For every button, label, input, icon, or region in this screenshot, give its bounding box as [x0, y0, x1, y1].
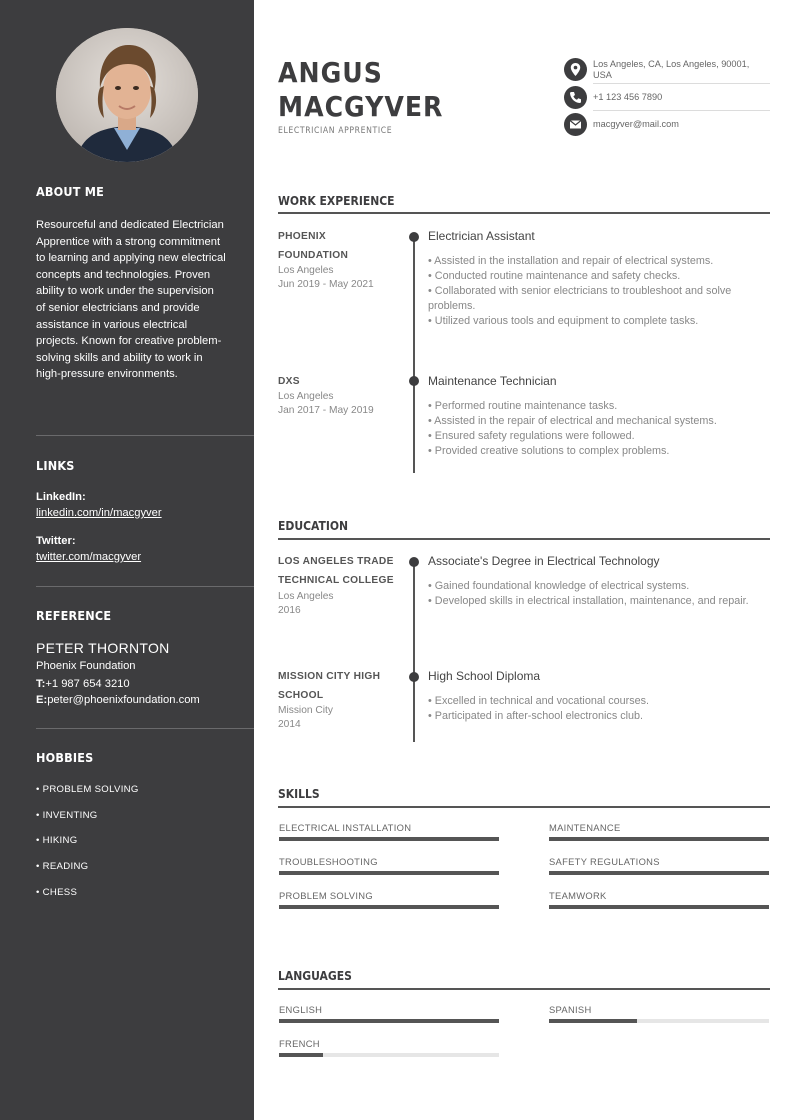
language-bar: [279, 1019, 499, 1023]
timeline-dot: [409, 376, 419, 386]
list-item: • Conducted routine maintenance and safety checks.: [428, 270, 681, 282]
education-dates: 2014: [278, 719, 301, 730]
skill-bar: [279, 837, 499, 841]
skill-bar-fill: [549, 837, 769, 841]
list-item: • Gained foundational knowledge of electrical systems.: [428, 580, 690, 592]
section-rule: [278, 538, 770, 540]
work-bullets: [428, 254, 772, 329]
profile-photo: [56, 28, 198, 162]
contact-address: Los Angeles, CA, Los Angeles, 90001, USA: [593, 59, 750, 80]
list-item: • Participated in after-school electronics club.: [428, 710, 644, 722]
list-item: • Developed skills in electrical installation, maintenance, and repair.: [428, 595, 749, 607]
hobby-item: • INVENTING: [36, 810, 98, 821]
reference-email: [36, 694, 200, 706]
first-name: ANGUS: [278, 56, 383, 89]
language-bar-fill: [549, 1019, 637, 1023]
reference-phone-label: T:: [36, 678, 46, 690]
skill-bar: [549, 905, 769, 909]
skill-bar-fill: [279, 837, 499, 841]
list-item: • Ensured safety regulations were followed.: [428, 430, 635, 442]
reference-name: PETER THORNTON: [36, 640, 170, 656]
work-role: Maintenance Technician: [428, 374, 557, 388]
divider: [36, 728, 254, 729]
hobby-item: • READING: [36, 861, 89, 872]
list-item: • Provided creative solutions to complex problems.: [428, 445, 670, 457]
language-name: ENGLISH: [279, 1004, 323, 1015]
skill-bar-fill: [279, 871, 499, 875]
linkedin-label: LinkedIn:: [36, 491, 86, 503]
timeline-line: [413, 561, 415, 742]
skill-name: TROUBLESHOOTING: [279, 856, 378, 867]
education-bullets: [428, 579, 758, 609]
skill-name: MAINTENANCE: [549, 822, 621, 833]
skill-item: [549, 822, 769, 841]
work-location: Los Angeles: [278, 391, 334, 402]
skill-name: SAFETY REGULATIONS: [549, 856, 660, 867]
work-dates: Jan 2017 - May 2019: [278, 405, 374, 416]
skill-item: [279, 856, 499, 875]
skill-item: [549, 890, 769, 909]
language-item: [279, 1004, 499, 1023]
section-rule: [278, 806, 770, 808]
twitter-label: Twitter:: [36, 535, 76, 547]
skill-bar: [549, 871, 769, 875]
language-item: [279, 1038, 499, 1057]
education-location: Mission City: [278, 705, 333, 716]
reference-email-label: E:: [36, 694, 48, 706]
envelope-icon: [564, 113, 587, 136]
skill-item: [279, 822, 499, 841]
sidebar: [0, 0, 254, 1120]
hobby-item: • PROBLEM SOLVING: [36, 784, 139, 795]
divider: [593, 110, 770, 111]
work-dates: Jun 2019 - May 2021: [278, 279, 374, 290]
reference-phone-value: +1 987 654 3210: [45, 678, 130, 690]
skill-bar-fill: [549, 871, 769, 875]
about-title: ABOUT ME: [36, 184, 105, 199]
skills-title: SKILLS: [278, 787, 320, 801]
divider: [36, 586, 254, 587]
language-bar-fill: [279, 1053, 323, 1057]
language-bar-fill: [279, 1019, 499, 1023]
reference-title: REFERENCE: [36, 608, 112, 623]
list-item: • Assisted in the repair of electrical and mechanical systems.: [428, 415, 717, 427]
skill-bar: [549, 837, 769, 841]
skill-bar: [279, 905, 499, 909]
list-item: • Performed routine maintenance tasks.: [428, 400, 618, 412]
language-name: SPANISH: [549, 1004, 592, 1015]
education-degree: High School Diploma: [428, 669, 541, 683]
hobbies-title: HOBBIES: [36, 750, 94, 765]
timeline-dot: [409, 232, 419, 242]
education-org: LOS ANGELES TRADE TECHNICAL COLLEGE: [278, 556, 394, 586]
section-rule: [278, 988, 770, 990]
timeline-dot: [409, 672, 419, 682]
languages-title: LANGUAGES: [278, 969, 352, 983]
phone-icon: [564, 86, 587, 109]
work-bullets: [428, 399, 772, 459]
education-org: MISSION CITY HIGH SCHOOL: [278, 671, 381, 701]
twitter-link[interactable]: twitter.com/macgyver: [36, 551, 142, 563]
contact-email: macgyver@mail.com: [593, 119, 679, 129]
list-item: • Utilized various tools and equipment to complete tasks.: [428, 315, 699, 327]
divider: [593, 83, 770, 84]
education-title: EDUCATION: [278, 519, 349, 533]
education-degree: Associate's Degree in Electrical Technology: [428, 554, 660, 568]
skill-bar-fill: [279, 905, 499, 909]
skill-item: [549, 856, 769, 875]
work-location: Los Angeles: [278, 265, 334, 276]
list-item: • Collaborated with senior electricians to troubleshoot and solve problems.: [428, 285, 732, 312]
about-text: Resourceful and dedicated Electrician Apprentice with a strong commitment to learning and applying new electrical concepts and technologies. Proven ability to work under the supervision of senior electricians and provide assistance in various electrical projects. Known for creative problem-solving skills and ability to work in high-pressure environments.: [36, 219, 226, 381]
main-content: [254, 0, 794, 1120]
timeline-line: [413, 236, 415, 473]
skill-bar-fill: [549, 905, 769, 909]
skill-name: TEAMWORK: [549, 890, 607, 901]
reference-phone: [36, 678, 130, 690]
language-item: [549, 1004, 769, 1023]
work-title: WORK EXPERIENCE: [278, 194, 395, 208]
list-item: • Assisted in the installation and repair of electrical systems.: [428, 255, 714, 267]
last-name: MACGYVER: [278, 90, 444, 123]
skill-name: PROBLEM SOLVING: [279, 890, 373, 901]
language-bar: [279, 1053, 499, 1057]
work-org: PHOENIX FOUNDATION: [278, 231, 349, 261]
skill-item: [279, 890, 499, 909]
contact-phone: +1 123 456 7890: [593, 92, 663, 102]
education-dates: 2016: [278, 605, 301, 616]
work-role: Electrician Assistant: [428, 229, 535, 243]
hobby-item: • CHESS: [36, 887, 78, 898]
education-location: Los Angeles: [278, 591, 334, 602]
divider: [36, 435, 254, 436]
location-pin-icon: [564, 58, 587, 81]
skill-bar: [279, 871, 499, 875]
linkedin-link[interactable]: linkedin.com/in/macgyver: [36, 507, 162, 519]
list-item: • Excelled in technical and vocational courses.: [428, 695, 650, 707]
section-rule: [278, 212, 770, 214]
work-org: DXS: [278, 376, 300, 387]
skill-name: ELECTRICAL INSTALLATION: [279, 822, 412, 833]
reference-company: Phoenix Foundation: [36, 660, 136, 672]
hobby-item: • HIKING: [36, 835, 78, 846]
language-bar: [549, 1019, 769, 1023]
education-bullets: [428, 694, 772, 724]
job-title: ELECTRICIAN APPRENTICE: [278, 126, 393, 136]
reference-email-value: peter@phoenixfoundation.com: [47, 694, 200, 706]
language-name: FRENCH: [279, 1038, 320, 1049]
links-title: LINKS: [36, 458, 75, 473]
timeline-dot: [409, 557, 419, 567]
